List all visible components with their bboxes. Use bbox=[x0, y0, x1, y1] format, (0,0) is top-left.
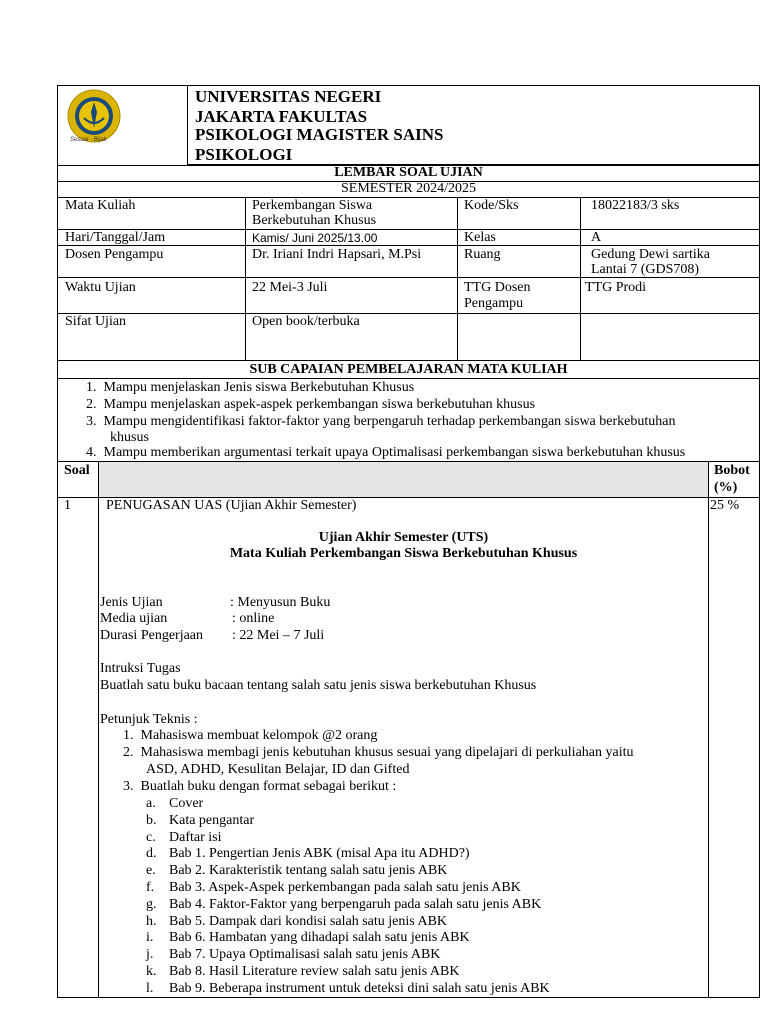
format-item bbox=[146, 947, 440, 963]
format-item bbox=[146, 914, 447, 930]
format-item-letter: a. bbox=[146, 796, 156, 811]
format-item-text: Bab 7. Upaya Optimalisasi salah satu jenis ABK bbox=[169, 947, 441, 963]
jenis-label: Jenis Ujian bbox=[100, 595, 163, 610]
ruang-label: Ruang bbox=[464, 247, 501, 262]
petunjuk-item-2-cont: ASD, ADHD, Kesulitan Belajar, ID dan Gifted bbox=[146, 762, 410, 777]
soal-row-number: 1 bbox=[64, 498, 71, 513]
sifat-value: Open book/terbuka bbox=[252, 314, 360, 329]
mata-kuliah-value-1: Perkembangan Siswa bbox=[252, 198, 373, 213]
format-item-letter: g. bbox=[146, 896, 157, 912]
format-item-text: Bab 8. Hasil Literature review salah satu jenis ABK bbox=[169, 964, 460, 979]
bobot-value: 25 % bbox=[710, 498, 740, 513]
petunjuk-item-3: 3. Buatlah buku dengan format sebagai berikut : bbox=[123, 779, 397, 794]
ttg-prodi-label: TTG Prodi bbox=[585, 280, 647, 295]
ttg-dosen-label-2: Pengampu bbox=[464, 296, 524, 311]
capaian-item-1: 1. Mampu menjelaskan Jenis siswa Berkebutuhan Khusus bbox=[86, 380, 415, 395]
institution-line-3: PSIKOLOGI MAGISTER SAINS bbox=[195, 125, 444, 144]
format-item bbox=[146, 981, 550, 997]
format-item-letter: h. bbox=[146, 913, 157, 929]
logo-caption: Sesuai - Bijak bbox=[70, 137, 107, 143]
format-item-letter: f. bbox=[146, 880, 155, 895]
format-item-text: Bab 6. Hambatan yang dihadapi salah satu jenis ABK bbox=[169, 930, 470, 946]
capaian-item-3-cont: khusus bbox=[110, 430, 149, 445]
format-item-text: Cover bbox=[169, 796, 204, 811]
format-item-text: Daftar isi bbox=[169, 829, 222, 845]
format-item bbox=[146, 863, 447, 879]
mata-kuliah-label: Mata Kuliah bbox=[65, 198, 136, 213]
format-item-letter: i. bbox=[146, 930, 154, 946]
ttg-dosen-label-1: TTG Dosen bbox=[464, 280, 531, 295]
durasi-value: : 22 Mei – 7 Juli bbox=[232, 628, 325, 643]
format-item bbox=[146, 796, 203, 812]
format-item-letter: b. bbox=[146, 812, 157, 828]
format-item bbox=[146, 964, 459, 980]
format-item-letter: j. bbox=[146, 947, 154, 963]
format-item-text: Bab 9. Beberapa instrument untuk deteksi dini salah satu jenis ABK bbox=[169, 980, 550, 996]
institution-line-4: PSIKOLOGI bbox=[195, 145, 293, 164]
exam-subtitle: Mata Kuliah Perkembangan Siswa Berkebutuhan Khusus bbox=[229, 546, 578, 561]
sub-capaian-heading: SUB CAPAIAN PEMBELAJARAN MATA KULIAH bbox=[249, 362, 568, 377]
format-item-letter: k. bbox=[146, 964, 157, 979]
mata-kuliah-value-2: Berkebutuhan Khusus bbox=[252, 213, 377, 228]
task-heading: PENUGASAN UAS (Ujian Akhir Semester) bbox=[106, 498, 357, 513]
instruksi-text: Buatlah satu buku bacaan tentang salah satu jenis siswa berkebutuhan Khusus bbox=[100, 678, 537, 693]
col-soal-header: Soal bbox=[64, 463, 90, 478]
col-bobot-header-2: (%) bbox=[714, 480, 738, 495]
format-item-text: Bab 5. Dampak dari kondisi salah satu jenis ABK bbox=[169, 913, 448, 929]
format-item-text: Bab 4. Faktor-Faktor yang berpengaruh pada salah satu jenis ABK bbox=[169, 896, 542, 912]
kode-value: 18022183/3 sks bbox=[591, 198, 680, 213]
jenis-value: : Menyusun Buku bbox=[230, 595, 331, 610]
format-item-letter: c. bbox=[146, 829, 156, 845]
format-item bbox=[146, 830, 221, 846]
media-value: : online bbox=[232, 611, 275, 626]
waktu-label: Waktu Ujian bbox=[65, 280, 136, 295]
format-item bbox=[146, 846, 470, 862]
ruang-value-1: Gedung Dewi sartika bbox=[591, 247, 710, 262]
media-label: Media ujian bbox=[100, 611, 168, 626]
dosen-value: Dr. Iriani Indri Hapsari, M.Psi bbox=[252, 247, 422, 262]
institution-line-1: UNIVERSITAS NEGERI bbox=[195, 87, 382, 106]
hari-value: Kamis/ Juni 2025/13.00 bbox=[252, 231, 378, 245]
format-item bbox=[146, 813, 254, 829]
semester-label: SEMESTER 2024/2025 bbox=[341, 181, 476, 196]
waktu-value: 22 Mei-3 Juli bbox=[252, 280, 328, 295]
format-item-letter: e. bbox=[146, 863, 156, 879]
soal-header-row bbox=[99, 462, 708, 497]
format-item-text: Kata pengantar bbox=[169, 812, 255, 828]
format-item-letter: l. bbox=[146, 980, 154, 996]
page-title: LEMBAR SOAL UJIAN bbox=[334, 165, 483, 180]
format-item-text: Bab 1. Pengertian Jenis ABK (misal Apa itu ADHD?) bbox=[169, 846, 470, 862]
format-item bbox=[146, 897, 541, 913]
sifat-label: Sifat Ujian bbox=[65, 314, 127, 329]
format-item-letter: d. bbox=[146, 846, 157, 862]
kode-label: Kode/Sks bbox=[464, 198, 519, 213]
petunjuk-item-1: 1. Mahasiswa membuat kelompok @2 orang bbox=[123, 728, 378, 743]
petunjuk-item-2: 2. Mahasiswa membagi jenis kebutuhan khusus sesuai yang dipelajari di perkuliahan yaitu bbox=[123, 745, 634, 760]
dosen-label: Dosen Pengampu bbox=[65, 247, 164, 262]
petunjuk-heading: Petunjuk Teknis : bbox=[100, 712, 198, 727]
format-item-text: Bab 3. Aspek-Aspek perkembangan pada salah satu jenis ABK bbox=[169, 880, 521, 895]
hari-label: Hari/Tanggal/Jam bbox=[65, 230, 166, 245]
institution-line-2: JAKARTA FAKULTAS bbox=[195, 107, 368, 126]
capaian-item-4: 4. Mampu memberikan argumentasi terkait upaya Optimalisasi perkembangan siswa berkebutuhan khusus bbox=[86, 445, 686, 460]
kelas-value: A bbox=[591, 230, 602, 245]
format-item-text: Bab 2. Karakteristik tentang salah satu jenis ABK bbox=[169, 863, 448, 879]
format-item bbox=[146, 930, 470, 946]
exam-title: Ujian Akhir Semester (UTS) bbox=[318, 530, 489, 545]
kelas-label: Kelas bbox=[464, 230, 496, 245]
durasi-label: Durasi Pengerjaan bbox=[100, 628, 204, 643]
capaian-item-2: 2. Mampu menjelaskan aspek-aspek perkembangan siswa berkebutuhan khusus bbox=[86, 397, 536, 412]
instruksi-heading: Intruksi Tugas bbox=[100, 661, 181, 676]
col-bobot-header-1: Bobot bbox=[714, 463, 750, 478]
format-item bbox=[146, 880, 521, 896]
ruang-value-2: Lantai 7 (GDS708) bbox=[591, 262, 700, 277]
capaian-item-3: 3. Mampu mengidentifikasi faktor-faktor yang berpengaruh terhadap perkembangan siswa berkebutuhan bbox=[86, 414, 676, 429]
